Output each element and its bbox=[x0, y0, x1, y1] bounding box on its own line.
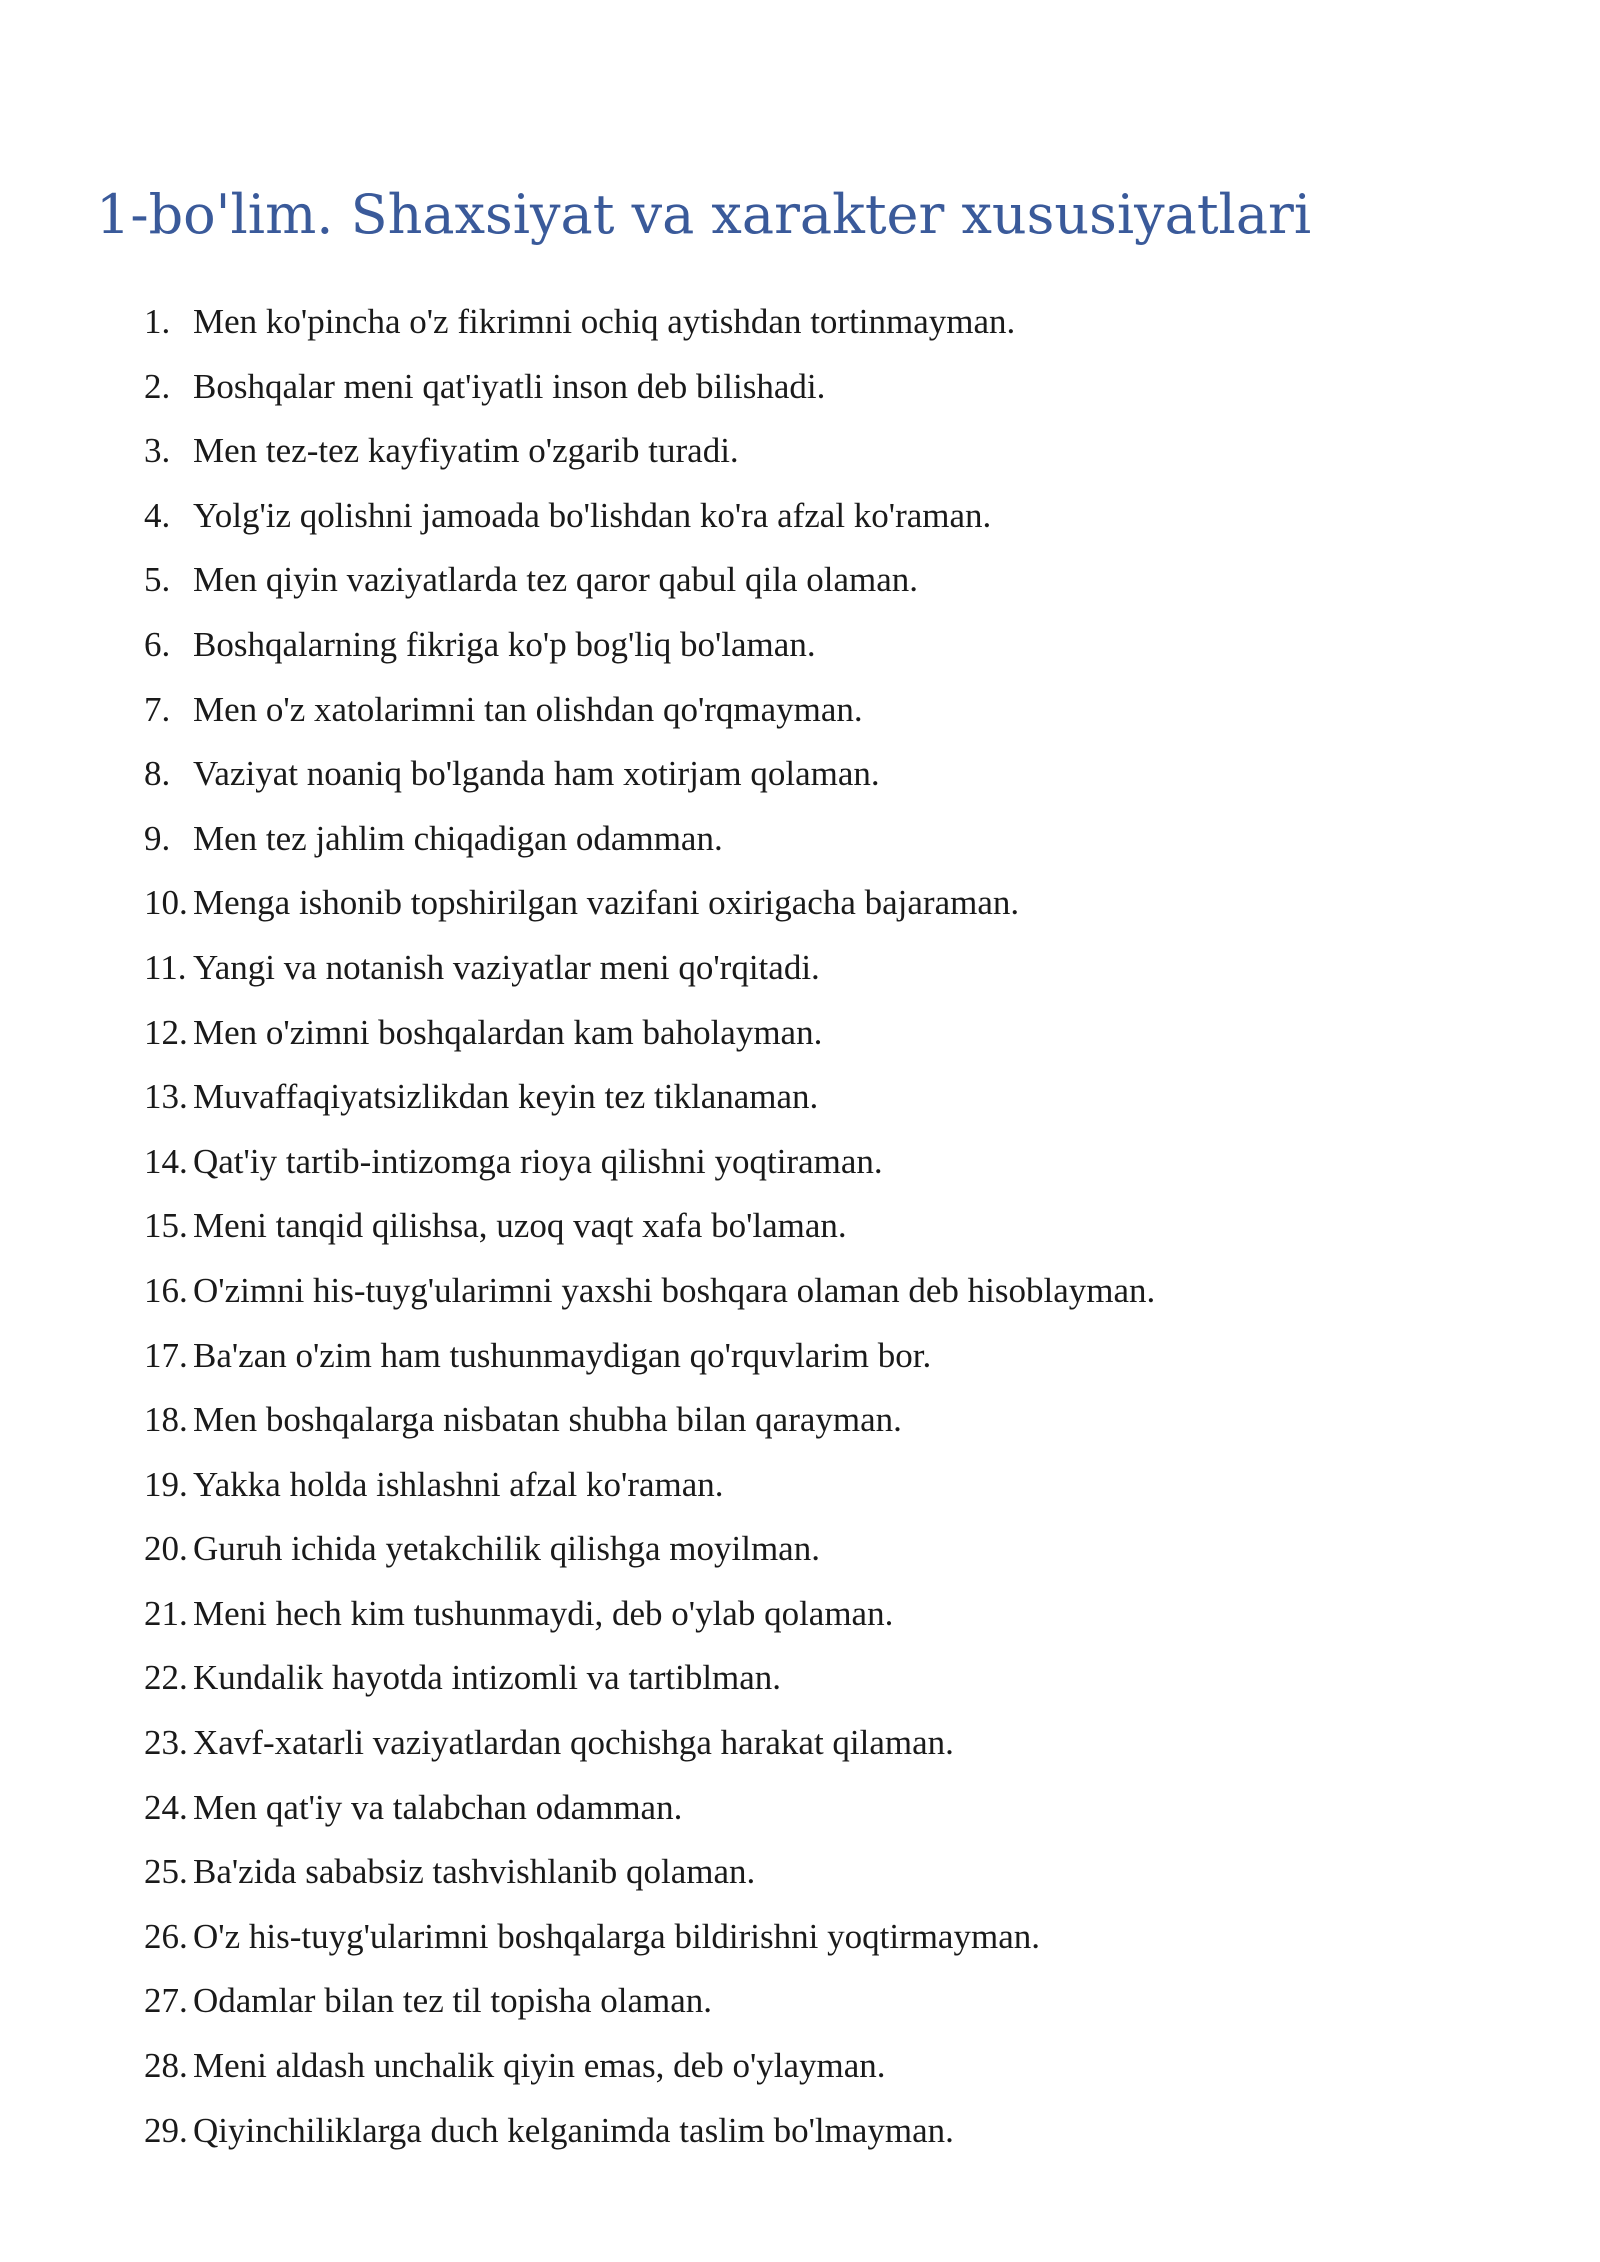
item-text: Men qat'iy va talabchan odamman. bbox=[193, 1787, 683, 1827]
item-text: Men qiyin vaziyatlarda tez qaror qabul qila olaman. bbox=[193, 560, 919, 600]
item-text: Men o'z xatolarimni tan olishdan qo'rqmayman. bbox=[193, 689, 863, 729]
item-text: Muvaffaqiyatsizlikdan keyin tez tiklanaman. bbox=[193, 1077, 819, 1117]
item-number: 22. bbox=[144, 1658, 188, 1698]
item-number: 8. bbox=[144, 754, 171, 794]
item-text: Boshqalar meni qat'iyatli inson deb bilishadi. bbox=[193, 366, 826, 406]
item-number: 5. bbox=[144, 560, 171, 600]
section-title: 1-bo'lim. Shaxsiyat va xarakter xususiyatlari bbox=[96, 183, 1312, 246]
item-number: 26. bbox=[144, 1916, 188, 1956]
item-text: Meni aldash unchalik qiyin emas, deb o'ylayman. bbox=[193, 2046, 886, 2086]
item-number: 12. bbox=[144, 1012, 188, 1052]
item-number: 14. bbox=[144, 1141, 188, 1181]
item-number: 17. bbox=[144, 1335, 188, 1375]
item-text: Qiyinchiliklarga duch kelganimda taslim bo'lmayman. bbox=[193, 2110, 954, 2150]
item-number: 15. bbox=[144, 1206, 188, 1246]
item-text: O'zimni his-tuyg'ularimni yaxshi boshqara olaman deb hisoblayman. bbox=[193, 1270, 1156, 1310]
item-number: 28. bbox=[144, 2046, 188, 2086]
item-number: 23. bbox=[144, 1723, 188, 1763]
item-text: Kundalik hayotda intizomli va tartiblman. bbox=[193, 1658, 782, 1698]
item-number: 3. bbox=[144, 431, 171, 471]
item-number: 2. bbox=[144, 366, 171, 406]
item-text: Meni hech kim tushunmaydi, deb o'ylab qolaman. bbox=[193, 1593, 894, 1633]
item-text: O'z his-tuyg'ularimni boshqalarga bildirishni yoqtirmayman. bbox=[193, 1916, 1040, 1956]
item-text: Men tez jahlim chiqadigan odamman. bbox=[193, 818, 723, 858]
item-text: Yolg'iz qolishni jamoada bo'lishdan ko'ra afzal ko'raman. bbox=[193, 495, 992, 535]
item-text: Boshqalarning fikriga ko'p bog'liq bo'laman. bbox=[193, 624, 816, 664]
item-number: 11. bbox=[144, 947, 187, 987]
item-number: 9. bbox=[144, 818, 171, 858]
item-number: 27. bbox=[144, 1981, 188, 2021]
item-text: Men boshqalarga nisbatan shubha bilan qarayman. bbox=[193, 1400, 902, 1440]
item-text: Men tez-tez kayfiyatim o'zgarib turadi. bbox=[193, 431, 739, 471]
item-number: 21. bbox=[144, 1593, 188, 1633]
item-text: Odamlar bilan tez til topisha olaman. bbox=[193, 1981, 713, 2021]
item-number: 20. bbox=[144, 1529, 188, 1569]
item-text: Yakka holda ishlashni afzal ko'raman. bbox=[193, 1464, 724, 1504]
item-number: 18. bbox=[144, 1400, 188, 1440]
item-number: 1. bbox=[144, 302, 171, 341]
item-text: Xavf-xatarli vaziyatlardan qochishga harakat qilaman. bbox=[193, 1723, 954, 1763]
item-number: 29. bbox=[144, 2110, 188, 2150]
item-number: 25. bbox=[144, 1852, 188, 1892]
item-text: Men o'zimni boshqalardan kam baholayman. bbox=[193, 1012, 823, 1052]
item-number: 13. bbox=[144, 1077, 188, 1117]
item-number: 10. bbox=[144, 883, 188, 923]
item-text: Qat'iy tartib-intizomga rioya qilishni yoqtiraman. bbox=[193, 1141, 883, 1181]
item-number: 24. bbox=[144, 1787, 188, 1827]
item-text: Yangi va notanish vaziyatlar meni qo'rqitadi. bbox=[193, 947, 820, 987]
item-text: Menga ishonib topshirilgan vazifani oxirigacha bajaraman. bbox=[193, 883, 1020, 923]
item-text: Ba'zida sababsiz tashvishlanib qolaman. bbox=[193, 1852, 756, 1892]
item-number: 6. bbox=[144, 624, 171, 664]
item-number: 4. bbox=[144, 495, 171, 535]
item-text: Ba'zan o'zim ham tushunmaydigan qo'rquvlarim bor. bbox=[193, 1335, 932, 1375]
item-text: Vaziyat noaniq bo'lganda ham xotirjam qolaman. bbox=[193, 754, 880, 794]
item-text: Meni tanqid qilishsa, uzoq vaqt xafa bo'laman. bbox=[193, 1206, 847, 1246]
item-number: 7. bbox=[144, 689, 171, 729]
item-number: 19. bbox=[144, 1464, 188, 1504]
item-text: Men ko'pincha o'z fikrimni ochiq aytishdan tortinmayman. bbox=[193, 302, 1016, 341]
item-text: Guruh ichida yetakchilik qilishga moyilman. bbox=[193, 1529, 820, 1569]
item-number: 16. bbox=[144, 1270, 188, 1310]
